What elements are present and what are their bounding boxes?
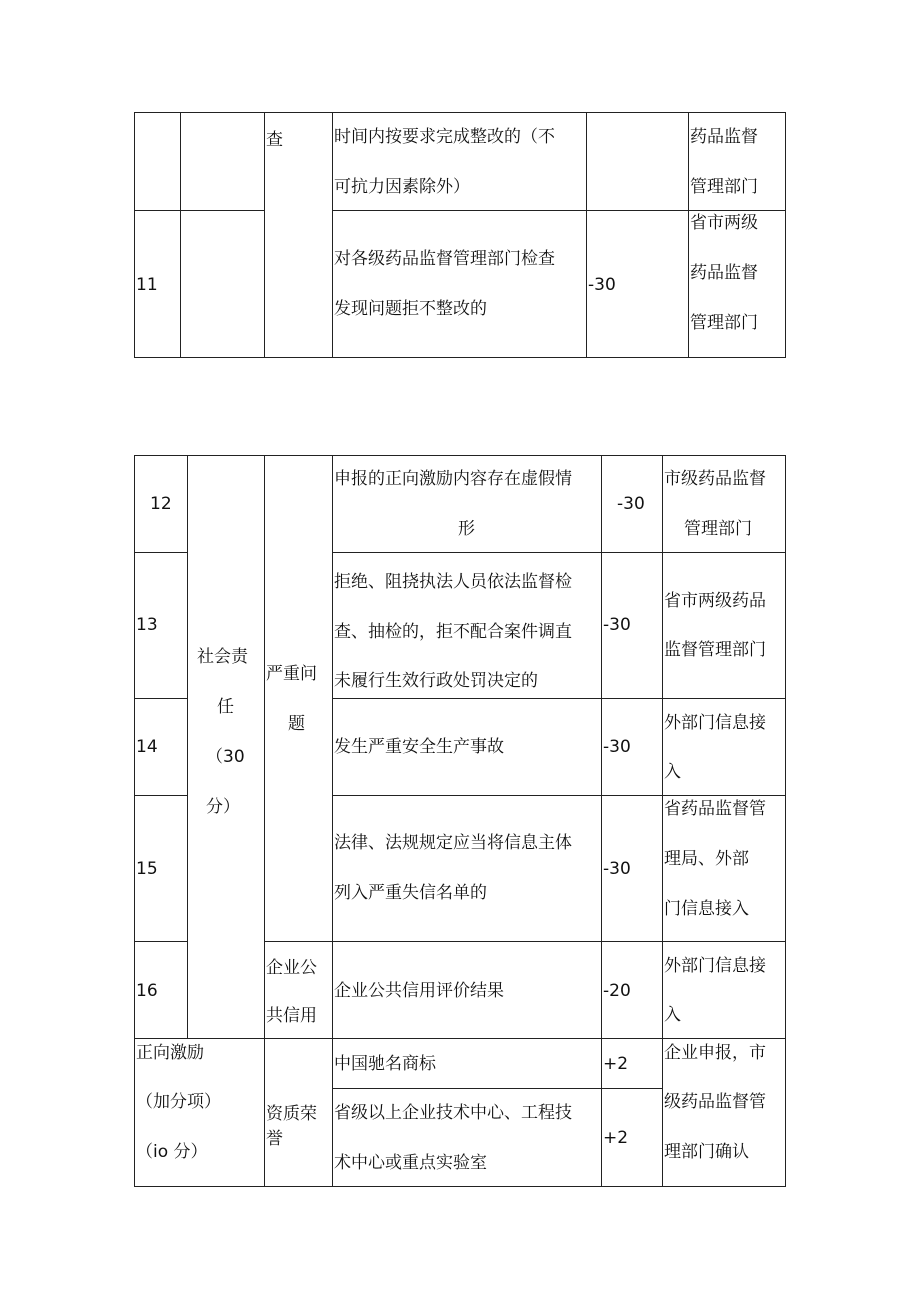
category-positive-incentive: （io 分） <box>136 1142 208 1162</box>
item-text: 企业公共信用评价结果 <box>334 981 504 1001</box>
score-value: -30 <box>603 859 631 879</box>
item-text: 形 <box>458 519 475 539</box>
category-social-responsibility: 分） <box>206 797 240 817</box>
category-social-responsibility: （30 <box>206 747 245 767</box>
item-text: 法律、法规规定应当将信息主体 <box>334 833 572 853</box>
row-number: 15 <box>136 859 158 879</box>
source-text: 管理部门 <box>690 177 758 197</box>
row-number: 13 <box>136 615 158 635</box>
subcategory-honor: 资质荣 <box>266 1104 317 1124</box>
row-number: 12 <box>150 494 172 514</box>
source-text: 省药品监督管 <box>664 799 766 819</box>
source-text: 市级药品监督 <box>664 469 766 489</box>
table-2-row-divider <box>134 698 188 699</box>
row-number: 16 <box>136 981 158 1001</box>
table-2-col-divider <box>662 455 663 1187</box>
table-2-col-divider <box>187 455 188 1039</box>
source-text: 监督管理部门 <box>664 640 766 660</box>
subcategory-serious-issue: 题 <box>288 714 305 734</box>
score-value: -30 <box>588 275 616 295</box>
item-text: 列入严重失信名单的 <box>334 883 487 903</box>
table-2-row-divider <box>134 941 188 942</box>
category-social-responsibility: 社会责 <box>197 647 248 667</box>
item-text: 省级以上企业技术中心、工程技 <box>334 1103 572 1123</box>
table-2-col-divider <box>264 455 265 1187</box>
source-text: 省市两级药品 <box>664 591 766 611</box>
table-2-row-divider <box>134 795 188 796</box>
subcategory-public-credit: 企业公 <box>266 958 317 978</box>
source-text: 管理部门 <box>684 519 752 539</box>
score-value: -30 <box>617 494 645 514</box>
item-text: 可抗力因素除外） <box>334 177 470 197</box>
source-text: 省市两级 <box>690 213 758 233</box>
score-value: +2 <box>603 1054 629 1074</box>
source-text: 药品监督 <box>690 127 758 147</box>
table-2-border-left <box>134 455 135 1187</box>
category-positive-incentive: （加分项） <box>136 1092 221 1112</box>
score-value: -30 <box>603 737 631 757</box>
source-text: 管理部门 <box>690 313 758 333</box>
row-number: 14 <box>136 737 158 757</box>
item-text: 发现问题拒不整改的 <box>334 299 487 319</box>
source-text: 入 <box>664 762 681 782</box>
source-text: 级药品监督管 <box>664 1092 766 1112</box>
source-text: 入 <box>664 1005 681 1025</box>
source-text: 外部门信息接 <box>664 713 766 733</box>
source-text: 企业申报，市 <box>664 1043 766 1063</box>
score-value: +2 <box>603 1128 629 1148</box>
row-number: 11 <box>136 275 158 295</box>
score-value: -20 <box>603 981 631 1001</box>
source-text: 理局、外部 <box>664 849 749 869</box>
item-text: 对各级药品监督管理部门检查 <box>334 249 555 269</box>
subcategory-serious-issue: 严重问 <box>266 664 317 684</box>
category-positive-incentive: 正向激励 <box>136 1043 204 1063</box>
item-text: 查、抽检的，拒不配合案件调直 <box>334 622 572 642</box>
item-text: 时间内按要求完成整改的（不 <box>334 127 555 147</box>
table-2-col-divider <box>601 455 602 1187</box>
source-text: 门信息接入 <box>664 899 749 919</box>
table-2-row-divider <box>134 552 188 553</box>
item-text: 申报的正向激励内容存在虚假情 <box>334 469 572 489</box>
subcategory-public-credit: 共信用 <box>266 1006 317 1026</box>
item-text: 未履行生效行政处罚决定的 <box>334 671 538 691</box>
score-value: -30 <box>603 615 631 635</box>
source-text: 药品监督 <box>690 263 758 283</box>
item-text: 发生严重安全生产事故 <box>334 737 504 757</box>
table-2-col-divider <box>332 455 333 1187</box>
item-text: 拒绝、阻挠执法人员依法监督检 <box>334 572 572 592</box>
source-text: 理部门确认 <box>664 1142 749 1162</box>
source-text: 外部门信息接 <box>664 956 766 976</box>
subcategory-honor: 誉 <box>266 1129 283 1149</box>
table-2-border-right <box>785 455 786 1187</box>
category-cell: 查 <box>266 130 283 150</box>
item-text: 中国驰名商标 <box>334 1054 436 1074</box>
item-text: 术中心或重点实验室 <box>334 1153 487 1173</box>
category-social-responsibility: 任 <box>217 697 234 717</box>
